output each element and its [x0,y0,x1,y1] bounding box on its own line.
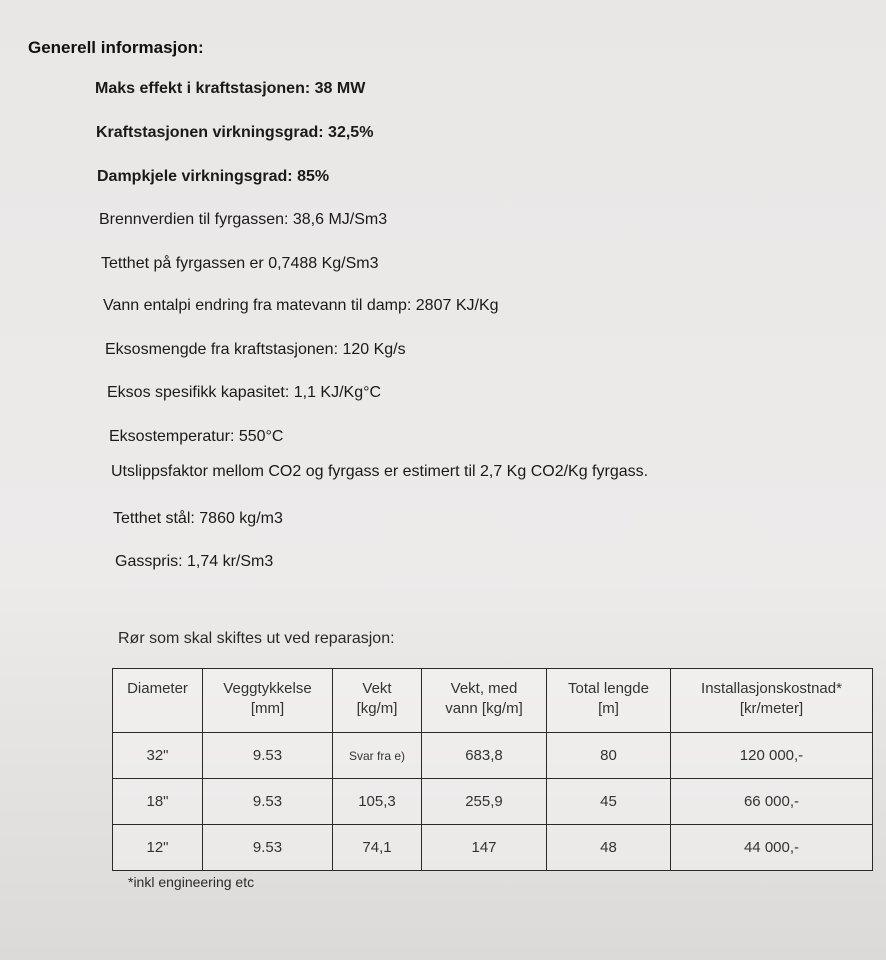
cell-wall-thickness: 9.53 [203,825,333,871]
cell-wall-thickness: 9.53 [203,733,333,779]
cell-weight-with-water: 147 [422,825,547,871]
cell-weight: 74,1 [333,825,422,871]
header-weight: Vekt [kg/m] [333,669,422,733]
info-boiler-efficiency: Dampkjele virkningsgrad: 85% [97,168,330,185]
cell-diameter: 32" [113,733,203,779]
info-water-enthalpy: Vann entalpi endring fra matevann til damp: 2807 KJ/Kg [103,297,499,314]
header-installation-cost: Installasjonskostnad* [kr/meter] [671,669,873,733]
info-exhaust-flow: Eksosmengde fra kraftstasjonen: 120 Kg/s [105,341,406,358]
header-wall-thickness: Veggtykkelse [mm] [203,669,333,733]
info-exhaust-heat-capacity: Eksos spesifikk kapasitet: 1,1 KJ/Kg°C [107,384,382,401]
header-total-length: Total lengde [m] [547,669,671,733]
info-gas-density: Tetthet på fyrgassen er 0,7488 Kg/Sm3 [101,255,379,272]
info-emission-factor: Utslippsfaktor mellom CO2 og fyrgass er estimert til 2,7 Kg CO2/Kg fyrgass. [111,463,649,480]
info-max-power: Maks effekt i kraftstasjonen: 38 MW [95,80,366,97]
cell-total-length: 80 [547,733,671,779]
cell-weight-with-water: 683,8 [422,733,547,779]
table-footnote: *inkl engineering etc [128,874,255,890]
info-gas-price: Gasspris: 1,74 kr/Sm3 [115,553,274,570]
cell-installation-cost: 44 000,- [671,825,873,871]
cell-weight: 105,3 [333,779,422,825]
table-row [113,825,873,871]
cell-total-length: 45 [547,779,671,825]
table-header-row [113,669,873,733]
table-title: Rør som skal skiftes ut ved reparasjon: [118,630,395,647]
cell-weight-with-water: 255,9 [422,779,547,825]
info-heating-value: Brennverdien til fyrgassen: 38,6 MJ/Sm3 [99,211,388,228]
cell-installation-cost: 120 000,- [671,733,873,779]
cell-weight: Svar fra e) [333,733,422,779]
table-row [113,733,873,779]
table-row [113,779,873,825]
cell-diameter: 18" [113,779,203,825]
cell-diameter: 12" [113,825,203,871]
info-steel-density: Tetthet stål: 7860 kg/m3 [113,510,283,527]
cell-installation-cost: 66 000,- [671,779,873,825]
section-heading: Generell informasjon: [28,38,204,57]
cell-total-length: 48 [547,825,671,871]
header-weight-with-water: Vekt, med vann [kg/m] [422,669,547,733]
header-diameter: Diameter [113,669,203,733]
pipe-table [112,668,873,871]
info-plant-efficiency: Kraftstasjonen virkningsgrad: 32,5% [96,124,374,141]
info-exhaust-temperature: Eksostemperatur: 550°C [109,428,284,445]
cell-wall-thickness: 9.53 [203,779,333,825]
